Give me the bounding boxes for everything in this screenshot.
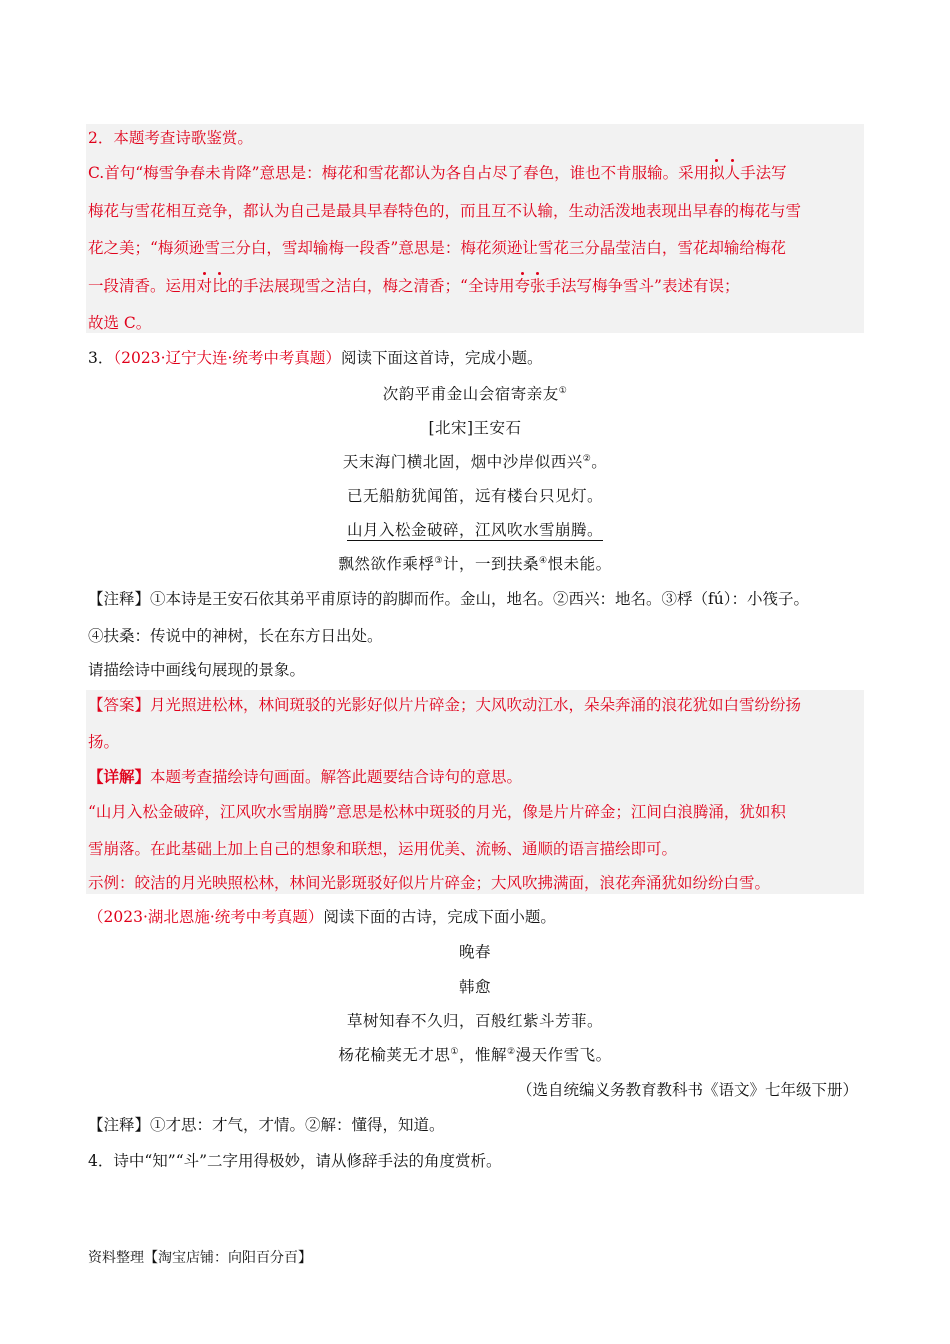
q2-answer-box	[86, 124, 864, 333]
q3-example: 示例：皎洁的月光映照松林，林间光影斑驳好似片片碎金；大风吹拂满面，浪花奔涌犹如纷纷白雪。	[88, 874, 771, 892]
emphasis-char: 人	[724, 164, 741, 182]
q3-poem-line: 已无船舫犹闻笛，远有楼台只见灯。	[346, 487, 603, 505]
q3-detail: 雪崩落。在此基础上加上自己的想象和联想，运用优美、流畅、通顺的语言描绘即可。	[88, 840, 678, 858]
q4-question: 4．诗中“知”“斗”二字用得极妙，请从修辞手法的角度赏析。	[88, 1152, 502, 1170]
q4-header: （2023·湖北恩施·统考中考真题）阅读下面的古诗，完成下面小题。	[88, 908, 556, 926]
q4-poem-line: 草树知春不久归，百般红紫斗芳菲。	[346, 1012, 603, 1030]
q4-poem-title: 晚春	[458, 943, 491, 961]
q2-paragraph-line: 花之美；“梅须逊雪三分白，雪却输梅一段香”意思是：梅花须逊让雪花三分晶莹洁白，雪花却输给梅花	[88, 239, 786, 257]
q3-poem-title: 次韵平甫金山会宿寄亲友①	[382, 385, 568, 403]
q3-poem-author: [北宋]王安石	[428, 419, 522, 437]
q4-citation: （选自统编义务教育教科书《语文》七年级下册）	[516, 1081, 858, 1099]
emphasis-char: 比	[212, 277, 228, 295]
emphasis-char: 拟	[709, 164, 725, 182]
q3-answer-box	[86, 690, 864, 894]
q2-paragraph-line: 梅花与雪花相互竞争，都认为自己是最具早春特色的，而且互不认输，生动活泼地表现出早春的梅花与雪	[88, 202, 802, 220]
q2-paragraph-line: C.首句“梅雪争春未肯降”意思是：梅花和雪花都认为各自占尽了春色，谁也不肯服输。采用拟人手法写	[88, 164, 787, 182]
emphasis-char: 对	[196, 277, 213, 295]
q3-detail: “山月入松金破碎，江风吹水雪崩腾”意思是松林中斑驳的月光，像是片片碎金；江间白浪腾涌，犹如积	[88, 803, 786, 821]
q3-answer: 扬。	[88, 733, 120, 751]
q4-annotation: 【注释】①才思：才气，才情。②解：懂得，知道。	[88, 1116, 445, 1134]
q3-detail: 【详解】本题考查描绘诗句画面。解答此题要结合诗句的意思。	[88, 767, 523, 786]
emphasis-exaggeration	[514, 277, 545, 295]
q3-poem-line: 飘然欲作乘桴③计，一到扶桑④恨未能。	[338, 555, 612, 573]
q2-conclusion: 故选 C。	[88, 314, 152, 332]
emphasis-personification	[709, 164, 740, 182]
q3-question: 请描绘诗中画线句展现的景象。	[88, 661, 306, 679]
emphasis-contrast	[197, 277, 228, 295]
q3-annotation: ④扶桑：传说中的神树，长在东方日出处。	[88, 627, 383, 645]
emphasis-char: 张	[530, 277, 546, 295]
q4-poem-line: 杨花榆荚无才思①，惟解②漫天作雪飞。	[338, 1046, 612, 1064]
q3-answer: 【答案】月光照进松林，林间斑驳的光影好似片片碎金；大风吹动江水，朵朵奔涌的浪花犹如白雪纷纷扬	[88, 696, 802, 714]
q3-poem-line: 天末海门横北固，烟中沙岸似西兴②。	[342, 453, 608, 471]
q3-annotation: 【注释】①本诗是王安石依其弟平甫原诗的韵脚而作。金山，地名。②西兴：地名。③桴（fú）：小筏子。	[88, 590, 809, 608]
q3-header: 3．（2023·辽宁大连·统考中考真题）阅读下面这首诗，完成小题。	[88, 349, 543, 367]
q4-poem-author: 韩愈	[458, 978, 491, 996]
q2-paragraph-line: 一段清香。运用对比的手法展现雪之洁白，梅之清香；“全诗用夸张手法写梅争雪斗”表述有误；	[88, 277, 740, 295]
q3-poem-line-underlined: 山月入松金破碎，江风吹水雪崩腾。	[346, 521, 603, 539]
page-footer: 资料整理【淘宝店铺：向阳百分百】	[88, 1250, 312, 1266]
emphasis-char: 夸	[514, 277, 530, 295]
q2-heading: 2．本题考查诗歌鉴赏。	[88, 129, 253, 147]
